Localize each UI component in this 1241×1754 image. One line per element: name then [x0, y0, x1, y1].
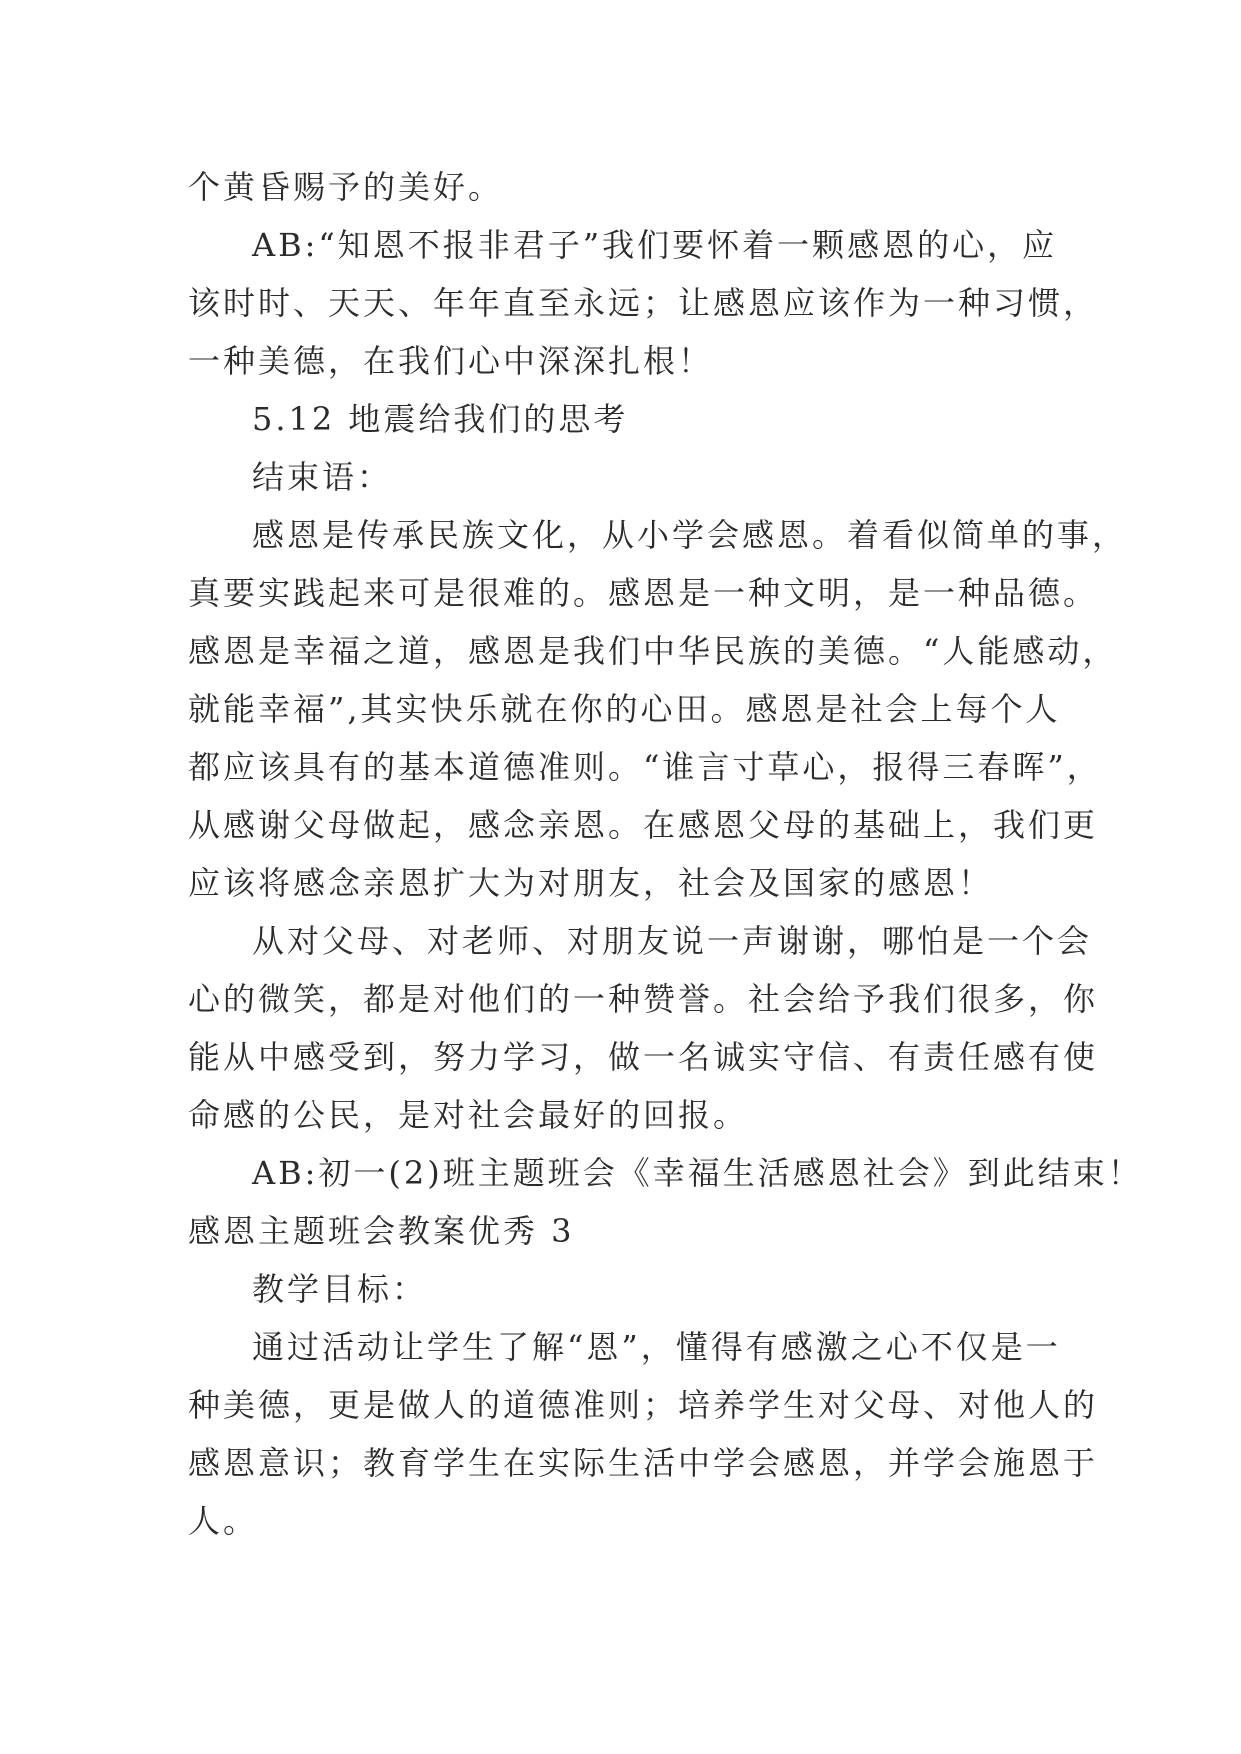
- section-heading: 教学目标：: [252, 1270, 428, 1308]
- text-line: 个黄昏赐予的美好。: [188, 168, 504, 206]
- text-line: 应该将感念亲恩扩大为对朋友，社会及国家的感恩！: [188, 864, 994, 902]
- text-line: 从感谢父母做起，感念亲恩。在感恩父母的基础上，我们更: [188, 806, 1099, 844]
- text-line: 感恩意识；教育学生在实际生活中学会感恩，并学会施恩于: [188, 1444, 1099, 1482]
- section-heading: 结束语：: [252, 458, 393, 496]
- text-line: 从对父母、对老师、对朋友说一声谢谢，哪怕是一个会: [252, 922, 1093, 960]
- text-line: AB:“知恩不报非君子”我们要怀着一颗感恩的心，应: [252, 226, 1058, 264]
- text-line: 都应该具有的基本道德准则。“谁言寸草心，报得三春晖”，: [188, 748, 1102, 786]
- text-line: 能从中感受到，努力学习，做一名诚实守信、有责任感有使: [188, 1038, 1099, 1076]
- text-line: 心的微笑，都是对他们的一种赞誉。社会给予我们很多，你: [188, 980, 1099, 1018]
- text-line: 一种美德，在我们心中深深扎根！: [188, 342, 714, 380]
- text-line: 命感的公民，是对社会最好的回报。: [188, 1096, 749, 1134]
- text-line: 真要实践起来可是很难的。感恩是一种文明，是一种品德。: [188, 574, 1099, 612]
- text-line: 就能幸福”,其实快乐就在你的心田。感恩是社会上每个人: [188, 690, 1061, 728]
- text-line: 感恩是传承民族文化，从小学会感恩。着看似简单的事，: [252, 516, 1128, 554]
- text-line: 该时时、天天、年年直至永远；让感恩应该作为一种习惯，: [188, 284, 1099, 322]
- text-line: AB:初一(2)班主题班会《幸福生活感恩社会》到此结束！: [252, 1154, 1143, 1192]
- text-line: 人。: [188, 1502, 259, 1540]
- text-line: 感恩是幸福之道，感恩是我们中华民族的美德。“人能感动，: [188, 632, 1118, 670]
- text-line: 通过活动让学生了解“恩”，懂得有感激之心不仅是一: [252, 1328, 1061, 1366]
- document-body: [188, 158, 1143, 1550]
- section-title: 感恩主题班会教案优秀 3: [188, 1212, 575, 1250]
- text-line: 种美德，更是做人的道德准则；培养学生对父母、对他人的: [188, 1386, 1099, 1424]
- section-heading: 5.12 地震给我们的思考: [252, 400, 629, 438]
